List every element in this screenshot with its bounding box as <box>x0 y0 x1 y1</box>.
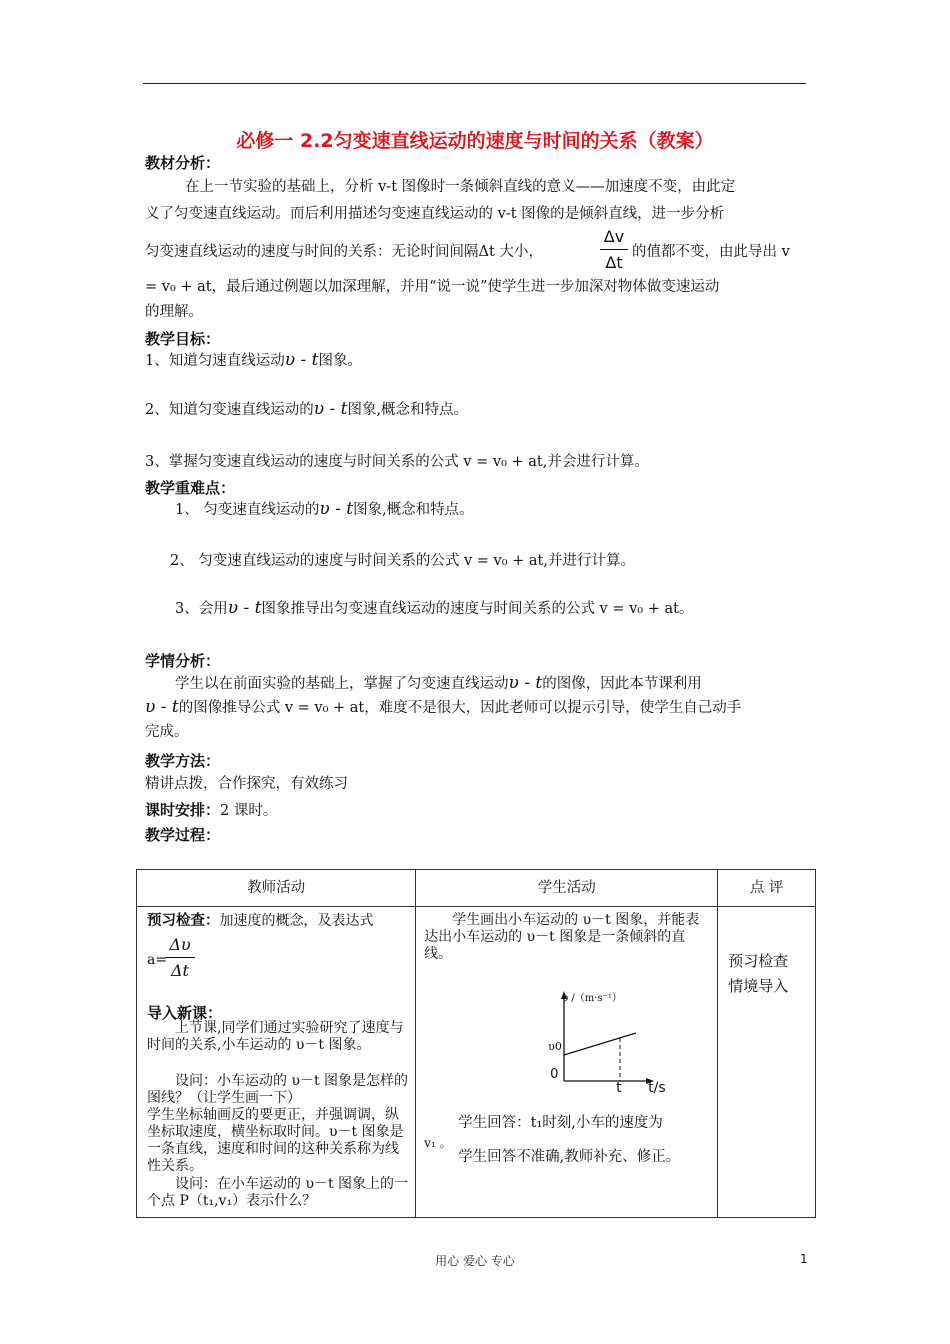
process-heading: 教学过程： <box>145 826 221 844</box>
student-paragraph-3: 学生回答不准确,教师补充、修正。 <box>458 1149 681 1165</box>
formula-prefix: a= <box>147 952 168 968</box>
objectives-heading: 教学目标： <box>145 330 221 348</box>
analysis-line5: 的理解。 <box>145 304 203 320</box>
students-line1: 学生以在前面实验的基础上，掌握了匀变速直线运动υ - t的图像，因此本节课利用 <box>175 673 702 693</box>
student-paragraph-2b: v₁ 。 <box>424 1136 452 1150</box>
header-teacher: 教师活动 <box>137 870 416 907</box>
analysis-line1: 在上一节实验的基础上，分析 v-t 图像时一条倾斜直线的意义——加速度不变，由此定 <box>185 179 736 195</box>
objective-item-3: 3、掌握匀变速直线运动的速度与时间关系的公式 v = v₀ + at,并会进行计算。 <box>145 454 649 470</box>
analysis-line3b: 的值都不变，由此导出 v <box>632 244 790 260</box>
vt-symbol: υ - t <box>227 598 262 618</box>
teacher-paragraph-2: 设问：小车运动的 υ－t 图象是怎样的图线？（让学生画一下） <box>147 1073 409 1106</box>
graph-v0-label: υ0 <box>548 1040 562 1053</box>
objective-item-1: 1、知道匀速直线运动υ - t图象。 <box>145 350 362 370</box>
delta-v-fraction <box>600 227 628 272</box>
fraction-denominator: Δt <box>605 253 623 272</box>
graph-t-label: t <box>616 1080 622 1096</box>
vt-symbol: υ - t <box>508 673 543 693</box>
students-line3: 完成。 <box>145 724 189 740</box>
methods-text: 精讲点拨，合作探究，有效练习 <box>145 776 348 792</box>
student-paragraph-1: 学生画出小车运动的 υ－t 图象，并能表达出小车运动的 υ－t 图象是一条倾斜的直线。 <box>424 912 700 962</box>
page-number: 1 <box>800 1252 808 1266</box>
vt-symbol: υ - t <box>313 399 348 419</box>
page-footer: 用心 爱心 专心 <box>435 1254 515 1268</box>
graph-origin-label: 0 <box>550 1067 559 1082</box>
acceleration-fraction: Δυ Δt <box>165 935 195 980</box>
students-heading: 学情分析： <box>145 652 221 670</box>
keypoints-heading: 教学重难点： <box>145 479 236 497</box>
analysis-line2: 义了匀变速直线运动。而后利用描述匀变速直线运动的 v-t 图像的是倾斜直线，进一步分析 <box>145 206 725 222</box>
student-activity-cell <box>416 907 718 1218</box>
header-comment: 点 评 <box>718 870 816 907</box>
teacher-paragraph-1: 上节课,同学们通过实验研究了速度与时间的关系,小车运动的 υ－t 图象。 <box>147 1020 404 1053</box>
header-rule <box>143 83 806 84</box>
students-line2: υ - t的图像推导公式 v = v₀ + at，难度不是很大，因此老师可以提示引导，使学生自己动手 <box>145 697 742 717</box>
objective-item-2: 2、知道匀变速直线运动的υ - t图象,概念和特点。 <box>145 399 469 419</box>
header-student: 学生活动 <box>416 870 718 907</box>
vt-symbol: υ - t <box>319 499 354 519</box>
graph-xlabel: t/s <box>648 1080 666 1096</box>
preview-check: 预习检查：加速度的概念，及表达式 <box>147 913 374 929</box>
keypoint-item-3: 3、会用υ - t图象推导出匀变速直线运动的速度与时间关系的公式 v = v₀ + at。 <box>175 598 694 618</box>
analysis-heading: 教材分析： <box>145 154 221 172</box>
vt-symbol: υ - t <box>284 350 319 370</box>
schedule-line: 课时安排：2 课时。 <box>145 801 278 819</box>
graph-ylabel: υ /（m·s⁻¹） <box>562 993 622 1004</box>
intro-heading: 导入新课： <box>147 1004 223 1022</box>
student-paragraph-2: 学生回答：t₁时刻,小车的速度为 <box>458 1115 663 1131</box>
keypoint-item-2: 2、 匀变速直线运动的速度与时间关系的公式 v = v₀ + at,并进行计算。 <box>170 553 635 569</box>
fraction-numerator: Δv <box>603 227 625 246</box>
analysis-line3a: 匀变速直线运动的速度与时间的关系：无论时间间隔Δt 大小， <box>145 244 543 260</box>
page-title: 必修一 2.2匀变速直线运动的速度与时间的关系（教案） <box>236 130 714 152</box>
lesson-table <box>136 869 816 1218</box>
teacher-paragraph-3: 学生坐标轴画反的要更正，并强调调，纵坐标取速度，横坐标取时间。υ－t 图象是一条直线，速度和时间的这种关系称为线性关系。 <box>147 1107 404 1174</box>
comment-cell <box>718 907 816 1218</box>
vt-symbol: υ - t <box>145 697 179 717</box>
graph-velocity-line <box>564 1033 636 1055</box>
teacher-paragraph-4: 设问：在小车运动的 υ－t 图象上的一个点 P（t₁,v₁）表示什么？ <box>147 1176 409 1209</box>
methods-heading: 教学方法： <box>145 752 221 770</box>
comment-line-2: 情境导入 <box>728 977 789 995</box>
teacher-activity-cell <box>137 907 416 1218</box>
analysis-line4: = v₀ + at，最后通过例题以加深理解，并用“说一说”使学生进一步加深对物体做变速运动 <box>145 279 720 295</box>
keypoint-item-1: 1、 匀变速直线运动的υ - t图象,概念和特点。 <box>175 499 474 519</box>
comment-line-1: 预习检查 <box>728 952 789 970</box>
